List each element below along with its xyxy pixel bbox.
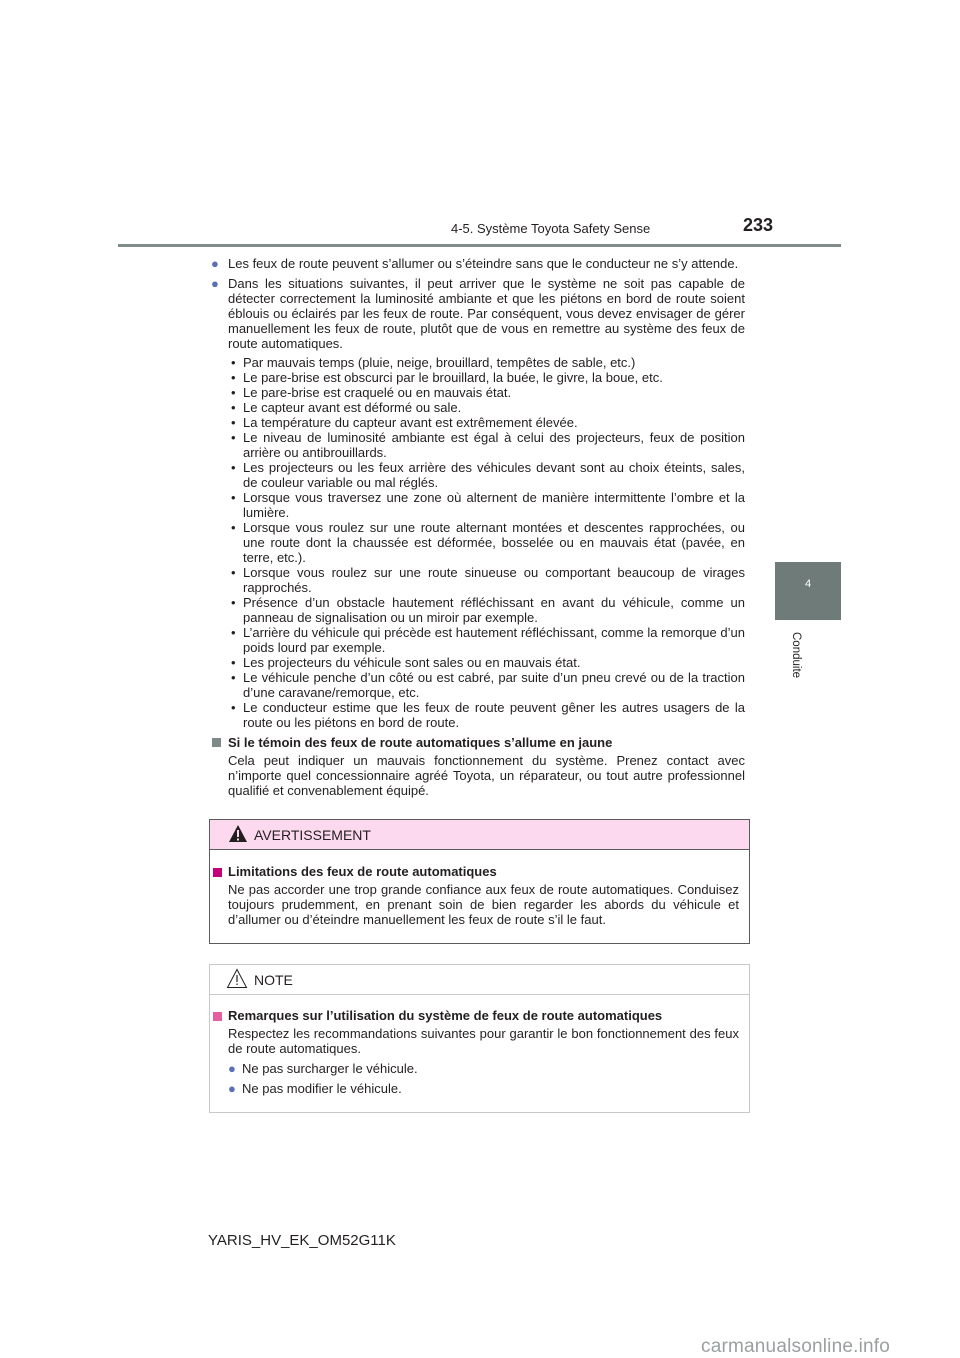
list-item: • Le pare-brise est obscurci par le brouillard, la buée, le givre, la boue, etc. bbox=[231, 370, 663, 385]
note-header bbox=[210, 965, 749, 995]
list-item: • Lorsque vous traversez une zone où alternent de manière intermittente l’ombre et la lumière. bbox=[231, 490, 745, 520]
chapter-tab bbox=[775, 562, 841, 620]
note-text: Respectez les recommandations suivantes pour garantir le bon fonctionnement des feux de route automatiques. bbox=[228, 1026, 739, 1056]
bullet-dot-icon: ● bbox=[211, 276, 219, 291]
chapter-label: Conduite bbox=[790, 632, 802, 679]
list-item: • Le véhicule penche d’un côté ou est cabré, par suite d’un pneu crevé ou de la traction d’une caravane/remorque, etc. bbox=[231, 670, 745, 700]
warning-title: AVERTISSEMENT bbox=[254, 827, 371, 843]
list-item: • Présence d’un obstacle hautement réfléchissant en avant du véhicule, comme un panneau de signalisation ou un miroir par exemple. bbox=[231, 595, 745, 625]
list-item: • Le pare-brise est craquelé ou en mauvais état. bbox=[231, 385, 512, 400]
list-item: • Le capteur avant est déformé ou sale. bbox=[231, 400, 462, 415]
bullet-text: Dans les situations suivantes, il peut arriver que le système ne soit pas capable de détecter correctement la luminosité ambiante et que les piétons en bord de route soient éblouis ou éclairés par les feux de route. Par conséquent, vous devez envisager de gérer manuellement les feux de route, plutôt que de vous en remettre au système des feux de route automatiques. bbox=[228, 276, 745, 351]
section-heading: Si le témoin des feux de route automatiques s’allume en jaune bbox=[228, 735, 613, 750]
section-text: Cela peut indiquer un mauvais fonctionnement du système. Prenez contact avec n’importe quel concessionnaire agréé Toyota, un réparateur, ou tout autre professionnel qualifié et convenablement équipé. bbox=[228, 753, 745, 798]
page-number: 233 bbox=[743, 215, 774, 235]
bullet-dot-icon: ● bbox=[228, 1061, 236, 1076]
bullet-dot-icon: ● bbox=[211, 256, 219, 271]
warning-triangle-icon bbox=[228, 824, 248, 843]
warning-text: Ne pas accorder une trop grande confiance aux feux de route automatiques. Conduisez toujours prudemment, en prenant soin de bien regarder les abords du véhicule et d’allumer ou d’éteindre manuellement les feux de route s’il le faut. bbox=[228, 882, 739, 927]
list-item: • La température du capteur avant est extrêmement élevée. bbox=[231, 415, 578, 430]
situations-list bbox=[231, 355, 745, 730]
note-title: NOTE bbox=[254, 972, 293, 988]
warning-heading: Limitations des feux de route automatiques bbox=[228, 864, 497, 879]
document-id: YARIS_HV_EK_OM52G11K bbox=[208, 1232, 396, 1249]
warning-square-icon bbox=[213, 868, 222, 877]
warning-box bbox=[209, 819, 750, 944]
list-item: • Les projecteurs ou les feux arrière des véhicules devant sont au choix éteints, sales, de couleur variable ou mal réglés. bbox=[231, 460, 745, 490]
list-item: • Lorsque vous roulez sur une route alternant montées et descentes rapprochées, ou une route dont la chaussée est déformée, bosselée ou en mauvais état (pavée, en terre, etc.). bbox=[231, 520, 745, 565]
header-divider bbox=[118, 244, 841, 247]
note-square-icon bbox=[213, 1012, 222, 1021]
list-item: • Les projecteurs du véhicule sont sales ou en mauvais état. bbox=[231, 655, 581, 670]
list-item: • L’arrière du véhicule qui précède est hautement réfléchissant, comme la remorque d’un poids lourd par exemple. bbox=[231, 625, 745, 655]
section-title: 4-5. Système Toyota Safety Sense bbox=[451, 221, 651, 236]
list-item: • Par mauvais temps (pluie, neige, brouillard, tempêtes de sable, etc.) bbox=[231, 355, 636, 370]
warning-header bbox=[210, 820, 749, 850]
list-item: • Le conducteur estime que les feux de route peuvent gêner les autres usagers de la route ou les piétons en bord de route. bbox=[231, 700, 745, 730]
section-square-icon bbox=[212, 738, 221, 747]
chapter-number: 4 bbox=[804, 578, 812, 590]
note-item: Ne pas modifier le véhicule. bbox=[242, 1081, 402, 1096]
bullet-text: Les feux de route peuvent s’allumer ou s’éteindre sans que le conducteur ne s’y attende. bbox=[228, 256, 739, 271]
list-item: • Le niveau de luminosité ambiante est égal à celui des projecteurs, feux de position arrière ou antibrouillards. bbox=[231, 430, 745, 460]
note-heading: Remarques sur l’utilisation du système de feux de route automatiques bbox=[228, 1008, 663, 1023]
list-item: • Lorsque vous roulez sur une route sinueuse ou comportant beaucoup de virages rapprochés. bbox=[231, 565, 745, 595]
note-box bbox=[209, 964, 750, 1113]
caution-triangle-icon bbox=[226, 968, 248, 989]
note-item: Ne pas surcharger le véhicule. bbox=[242, 1061, 418, 1076]
watermark: carmanualsonline.info bbox=[701, 1336, 891, 1357]
bullet-dot-icon: ● bbox=[228, 1081, 236, 1096]
